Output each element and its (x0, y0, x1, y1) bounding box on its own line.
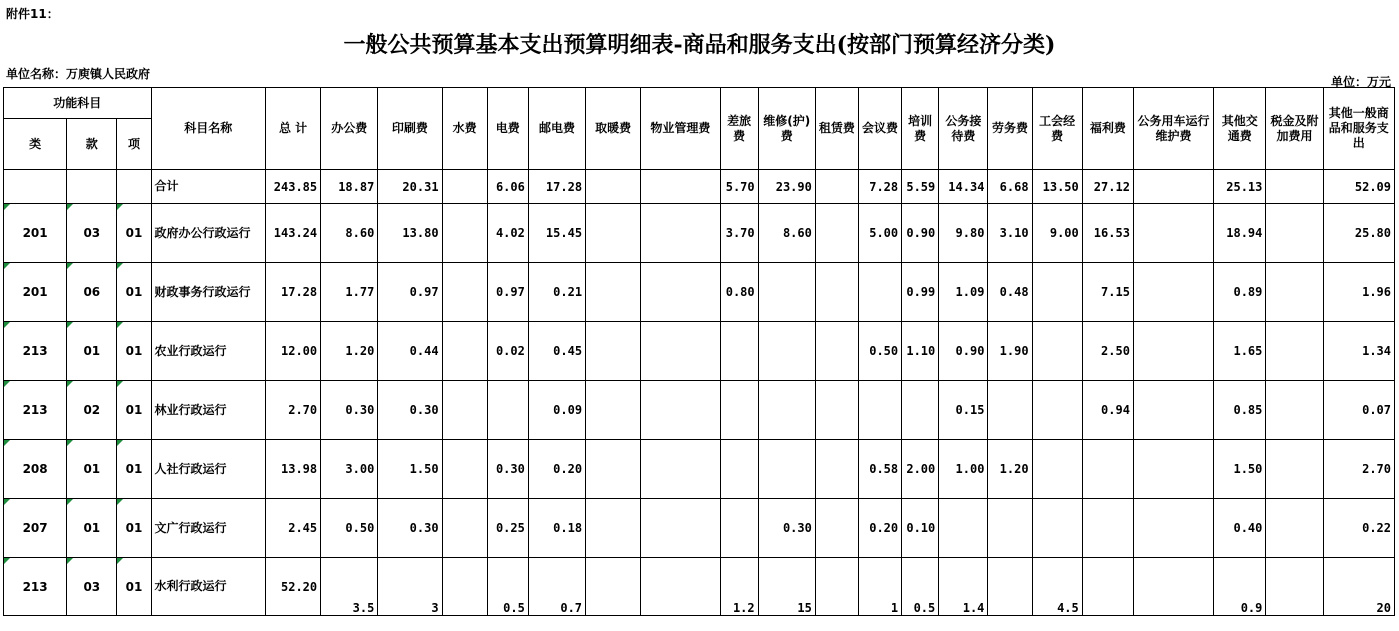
amount-cell (815, 263, 858, 322)
amount-cell: 1.65 (1214, 322, 1266, 381)
col-header: 印刷费 (378, 88, 442, 170)
amount-cell: 14.34 (939, 170, 988, 204)
row-total-cell: 2.45 (265, 499, 320, 558)
total-header: 总 计 (265, 88, 320, 170)
amount-cell (641, 170, 720, 204)
amount-cell: 0.58 (858, 440, 901, 499)
amount-cell: 15.45 (528, 204, 585, 263)
xiang-cell: 01 (117, 440, 151, 499)
lei-cell: 201 (4, 263, 67, 322)
amount-cell: 1.20 (988, 440, 1032, 499)
lei-cell: 213 (4, 322, 67, 381)
amount-cell: 3 (378, 558, 442, 616)
total-row (4, 170, 1395, 204)
page-title: 一般公共预算基本支出预算明细表-商品和服务支出(按部门预算经济分类) (343, 32, 1056, 58)
amount-cell: 5.00 (858, 204, 901, 263)
empty-cell (4, 170, 67, 204)
amount-cell (1032, 440, 1082, 499)
amount-cell (1032, 499, 1082, 558)
amount-cell: 0.07 (1323, 381, 1394, 440)
amount-cell: 0.10 (902, 499, 939, 558)
amount-cell (720, 499, 758, 558)
amount-cell: 5.59 (902, 170, 939, 204)
amount-cell: 9.00 (1032, 204, 1082, 263)
amount-cell: 8.60 (321, 204, 378, 263)
kuan-header: 款 (67, 119, 117, 170)
amount-cell: 2.50 (1082, 322, 1133, 381)
amount-cell: 7.15 (1082, 263, 1133, 322)
amount-cell: 0.09 (528, 381, 585, 440)
amount-cell (586, 170, 641, 204)
amount-cell (442, 204, 487, 263)
amount-cell (988, 558, 1032, 616)
kuan-cell: 01 (67, 499, 117, 558)
row-total-cell: 52.20 (265, 558, 320, 616)
col-header: 会议费 (858, 88, 901, 170)
attachment-label: 附件11： (6, 7, 59, 21)
amount-cell (641, 558, 720, 616)
kuan-cell: 01 (67, 440, 117, 499)
amount-cell: 8.60 (758, 204, 815, 263)
col-header: 其他交通费 (1214, 88, 1266, 170)
amount-cell (442, 381, 487, 440)
amount-cell (1266, 499, 1323, 558)
amount-cell: 0.22 (1323, 499, 1394, 558)
amount-cell (1082, 440, 1133, 499)
amount-cell (442, 499, 487, 558)
amount-cell: 4.02 (487, 204, 528, 263)
amount-cell: 13.50 (1032, 170, 1082, 204)
xiang-cell: 01 (117, 499, 151, 558)
amount-cell (1133, 499, 1213, 558)
amount-cell (858, 263, 901, 322)
table-row (4, 322, 1395, 381)
col-header: 电费 (487, 88, 528, 170)
col-header: 公务接待费 (939, 88, 988, 170)
col-header: 取暖费 (586, 88, 641, 170)
amount-cell (586, 499, 641, 558)
amount-cell (858, 381, 901, 440)
amount-cell (586, 263, 641, 322)
amount-cell: 0.50 (858, 322, 901, 381)
amount-cell: 1.50 (1214, 440, 1266, 499)
amount-cell (1266, 204, 1323, 263)
amount-cell: 1.34 (1323, 322, 1394, 381)
amount-cell: 5.70 (720, 170, 758, 204)
amount-cell (487, 381, 528, 440)
lei-cell: 208 (4, 440, 67, 499)
amount-cell (1082, 499, 1133, 558)
amount-cell: 1.90 (988, 322, 1032, 381)
amount-cell: 0.5 (902, 558, 939, 616)
table-row (4, 381, 1395, 440)
amount-cell: 0.25 (487, 499, 528, 558)
amount-cell: 0.15 (939, 381, 988, 440)
amount-cell (815, 322, 858, 381)
amount-cell: 17.28 (528, 170, 585, 204)
amount-cell: 1.96 (1323, 263, 1394, 322)
amount-cell (641, 204, 720, 263)
unit-label: 单位：万元 (1330, 75, 1391, 89)
xiang-cell: 01 (117, 558, 151, 616)
xiang-cell: 01 (117, 204, 151, 263)
amount-cell: 0.18 (528, 499, 585, 558)
amount-cell (1266, 558, 1323, 616)
amount-cell: 7.28 (858, 170, 901, 204)
func-subject-header: 功能科目 (4, 88, 152, 119)
total-value: 243.85 (265, 170, 320, 204)
amount-cell: 0.80 (720, 263, 758, 322)
amount-cell (815, 558, 858, 616)
subject-name-cell: 文广行政运行 (151, 499, 265, 558)
amount-cell: 9.80 (939, 204, 988, 263)
amount-cell: 0.21 (528, 263, 585, 322)
amount-cell (988, 499, 1032, 558)
empty-cell (117, 170, 151, 204)
amount-cell (720, 381, 758, 440)
amount-cell (1266, 381, 1323, 440)
amount-cell (815, 499, 858, 558)
amount-cell: 52.09 (1323, 170, 1394, 204)
kuan-cell: 01 (67, 322, 117, 381)
amount-cell: 1.2 (720, 558, 758, 616)
amount-cell (641, 381, 720, 440)
amount-cell: 0.5 (487, 558, 528, 616)
amount-cell: 6.06 (487, 170, 528, 204)
subject-name-cell: 财政事务行政运行 (151, 263, 265, 322)
amount-cell (758, 263, 815, 322)
amount-cell: 1.77 (321, 263, 378, 322)
amount-cell (641, 263, 720, 322)
amount-cell (1133, 440, 1213, 499)
amount-cell (1133, 558, 1213, 616)
amount-cell (815, 204, 858, 263)
amount-cell (442, 170, 487, 204)
amount-cell: 1 (858, 558, 901, 616)
amount-cell: 23.90 (758, 170, 815, 204)
kuan-cell: 03 (67, 558, 117, 616)
lei-cell: 207 (4, 499, 67, 558)
col-header: 福利费 (1082, 88, 1133, 170)
amount-cell: 0.90 (902, 204, 939, 263)
amount-cell: 6.68 (988, 170, 1032, 204)
amount-cell: 0.48 (988, 263, 1032, 322)
table-row (4, 558, 1395, 616)
table-row (4, 440, 1395, 499)
amount-cell (758, 440, 815, 499)
empty-cell (67, 170, 117, 204)
col-header: 邮电费 (528, 88, 585, 170)
subject-name-cell: 水利行政运行 (151, 558, 265, 616)
amount-cell (1082, 558, 1133, 616)
amount-cell: 20 (1323, 558, 1394, 616)
amount-cell (815, 381, 858, 440)
amount-cell: 27.12 (1082, 170, 1133, 204)
kuan-cell: 06 (67, 263, 117, 322)
amount-cell: 20.31 (378, 170, 442, 204)
table-row (4, 499, 1395, 558)
amount-cell (586, 381, 641, 440)
amount-cell (758, 381, 815, 440)
xiang-cell: 01 (117, 322, 151, 381)
budget-table (3, 87, 1395, 616)
amount-cell (641, 322, 720, 381)
amount-cell (1133, 381, 1213, 440)
amount-cell: 13.80 (378, 204, 442, 263)
amount-cell (1133, 322, 1213, 381)
amount-cell (1266, 322, 1323, 381)
row-total-cell: 17.28 (265, 263, 320, 322)
col-header: 公务用车运行维护费 (1133, 88, 1213, 170)
kuan-cell: 02 (67, 381, 117, 440)
amount-cell: 18.87 (321, 170, 378, 204)
col-header: 水费 (442, 88, 487, 170)
amount-cell: 0.50 (321, 499, 378, 558)
amount-cell: 1.10 (902, 322, 939, 381)
amount-cell (1133, 170, 1213, 204)
amount-cell (939, 499, 988, 558)
col-header: 办公费 (321, 88, 378, 170)
amount-cell: 0.20 (528, 440, 585, 499)
col-header: 培训费 (902, 88, 939, 170)
subject-name-cell: 人社行政运行 (151, 440, 265, 499)
amount-cell (988, 381, 1032, 440)
amount-cell: 0.90 (939, 322, 988, 381)
amount-cell: 3.5 (321, 558, 378, 616)
amount-cell (586, 440, 641, 499)
xiang-cell: 01 (117, 381, 151, 440)
unit-name: 单位名称：万庾镇人民政府 (6, 67, 151, 81)
amount-cell: 0.44 (378, 322, 442, 381)
amount-cell: 0.30 (758, 499, 815, 558)
amount-cell: 1.00 (939, 440, 988, 499)
amount-cell (815, 440, 858, 499)
kuan-cell: 03 (67, 204, 117, 263)
amount-cell (1266, 170, 1323, 204)
col-header: 维修(护)费 (758, 88, 815, 170)
amount-cell (1032, 381, 1082, 440)
amount-cell (641, 440, 720, 499)
amount-cell (586, 204, 641, 263)
subject-name-cell: 农业行政运行 (151, 322, 265, 381)
amount-cell (442, 322, 487, 381)
subject-name-cell: 林业行政运行 (151, 381, 265, 440)
amount-cell: 18.94 (1214, 204, 1266, 263)
amount-cell: 0.45 (528, 322, 585, 381)
col-header: 劳务费 (988, 88, 1032, 170)
subject-name-cell: 政府办公行政运行 (151, 204, 265, 263)
xiang-header: 项 (117, 119, 151, 170)
amount-cell: 15 (758, 558, 815, 616)
amount-cell: 0.30 (487, 440, 528, 499)
amount-cell (902, 381, 939, 440)
row-total-cell: 13.98 (265, 440, 320, 499)
amount-cell: 0.85 (1214, 381, 1266, 440)
amount-cell: 0.40 (1214, 499, 1266, 558)
amount-cell (442, 440, 487, 499)
amount-cell: 0.97 (487, 263, 528, 322)
amount-cell: 0.9 (1214, 558, 1266, 616)
amount-cell (1133, 263, 1213, 322)
lei-header: 类 (4, 119, 67, 170)
amount-cell (442, 558, 487, 616)
amount-cell: 2.00 (902, 440, 939, 499)
total-label: 合计 (151, 170, 265, 204)
row-total-cell: 2.70 (265, 381, 320, 440)
lei-cell: 201 (4, 204, 67, 263)
amount-cell: 1.20 (321, 322, 378, 381)
amount-cell (1266, 263, 1323, 322)
amount-cell: 0.94 (1082, 381, 1133, 440)
amount-cell (720, 440, 758, 499)
amount-cell: 1.09 (939, 263, 988, 322)
row-total-cell: 12.00 (265, 322, 320, 381)
amount-cell: 0.99 (902, 263, 939, 322)
amount-cell (442, 263, 487, 322)
amount-cell: 0.20 (858, 499, 901, 558)
col-header: 物业管理费 (641, 88, 720, 170)
amount-cell: 0.30 (378, 381, 442, 440)
table-row (4, 204, 1395, 263)
amount-cell: 1.4 (939, 558, 988, 616)
amount-cell: 0.30 (378, 499, 442, 558)
amount-cell: 1.50 (378, 440, 442, 499)
amount-cell: 25.80 (1323, 204, 1394, 263)
amount-cell (1266, 440, 1323, 499)
amount-cell: 0.30 (321, 381, 378, 440)
amount-cell: 16.53 (1082, 204, 1133, 263)
lei-cell: 213 (4, 558, 67, 616)
amount-cell: 25.13 (1214, 170, 1266, 204)
col-header: 差旅费 (720, 88, 758, 170)
amount-cell: 4.5 (1032, 558, 1082, 616)
amount-cell (720, 322, 758, 381)
col-header: 租赁费 (815, 88, 858, 170)
xiang-cell: 01 (117, 263, 151, 322)
amount-cell: 3.00 (321, 440, 378, 499)
amount-cell: 3.70 (720, 204, 758, 263)
amount-cell (586, 322, 641, 381)
amount-cell: 3.10 (988, 204, 1032, 263)
amount-cell: 0.7 (528, 558, 585, 616)
amount-cell: 0.97 (378, 263, 442, 322)
amount-cell (1032, 322, 1082, 381)
amount-cell (815, 170, 858, 204)
amount-cell: 0.89 (1214, 263, 1266, 322)
amount-cell: 2.70 (1323, 440, 1394, 499)
amount-cell (586, 558, 641, 616)
amount-cell (1133, 204, 1213, 263)
amount-cell (758, 322, 815, 381)
table-row (4, 263, 1395, 322)
row-total-cell: 143.24 (265, 204, 320, 263)
subject-name-header: 科目名称 (151, 88, 265, 170)
col-header: 税金及附加费用 (1266, 88, 1323, 170)
amount-cell: 0.02 (487, 322, 528, 381)
amount-cell (641, 499, 720, 558)
lei-cell: 213 (4, 381, 67, 440)
col-header: 工会经费 (1032, 88, 1082, 170)
col-header: 其他一般商品和服务支出 (1323, 88, 1394, 170)
amount-cell (1032, 263, 1082, 322)
